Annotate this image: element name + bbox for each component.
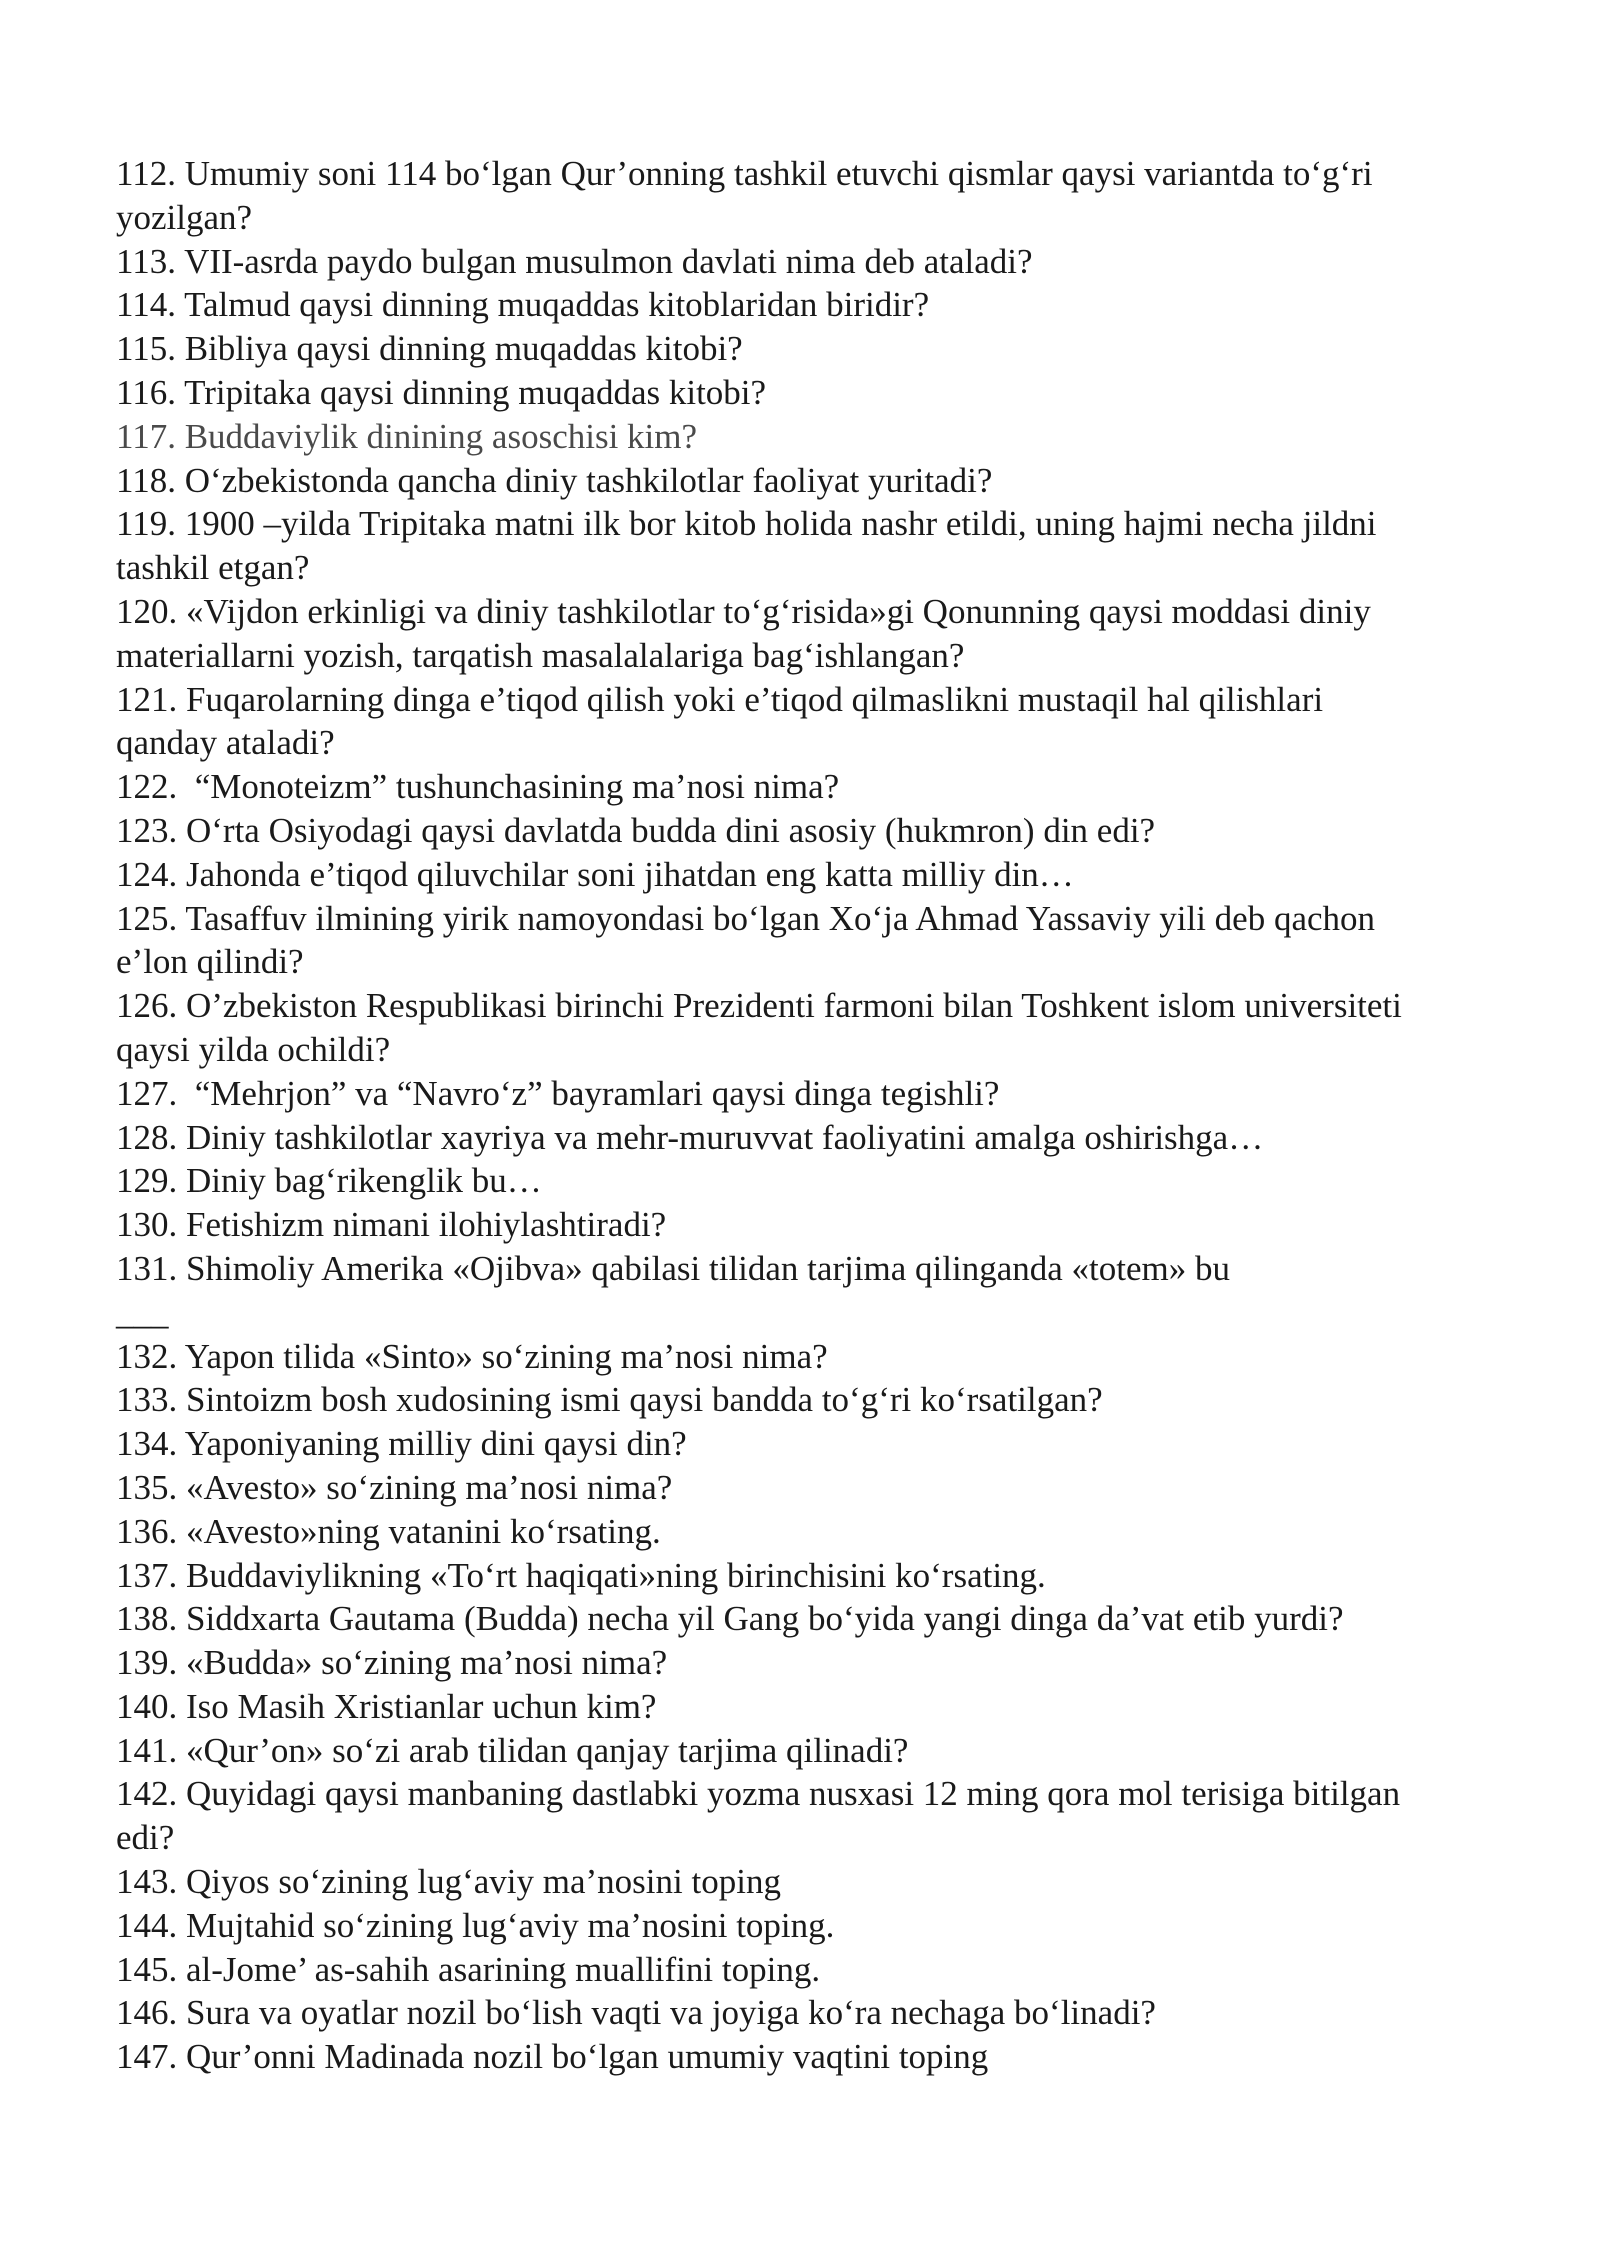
question-item: 129. Diniy bag‘rikenglik bu…: [116, 1161, 542, 1201]
question-item: 146. Sura va oyatlar nozil bo‘lish vaqti va joyiga ko‘ra nechaga bo‘linadi?: [116, 1993, 1156, 2033]
question-item: 124. Jahonda e’tiqod qiluvchilar soni jihatdan eng katta milliy din…: [116, 854, 1074, 894]
question-item: 137. Buddaviylikning «To‘rt haqiqati»ning birinchisini ko‘rsating.: [116, 1555, 1046, 1595]
question-item: 125. Tasaffuv ilmining yirik namoyondasi bo‘lgan Xo‘ja Ahmad Yassaviy yili deb qachon e’lon qilindi?: [116, 898, 1384, 982]
question-item: 143. Qiyos so‘zining lug‘aviy ma’nosini toping: [116, 1862, 781, 1902]
question-item: 132. Yapon tilida «Sinto» so‘zining ma’nosi nima?: [116, 1336, 828, 1376]
question-item: 127. “Mehrjon” va “Navro‘z” bayramlari qaysi dinga tegishli?: [116, 1073, 1000, 1113]
question-item: 139. «Budda» so‘zining ma’nosi nima?: [116, 1643, 668, 1683]
question-item: 112. Umumiy soni 114 bo‘lgan Qur’onning tashkil etuvchi qismlar qaysi variantda to‘g‘ri yozilgan?: [116, 154, 1382, 237]
question-item: 142. Quyidagi qaysi manbaning dastlabki yozma nusxasi 12 ming qora mol terisiga bitilgan edi?: [116, 1774, 1409, 1858]
question-item: 135. «Avesto» so‘zining ma’nosi nima?: [116, 1467, 673, 1507]
question-item: 121. Fuqarolarning dinga e’tiqod qilish yoki e’tiqod qilmaslikni mustaqil hal qilishlari qanday ataladi?: [116, 679, 1332, 763]
question-item: 131. Shimoliy Amerika «Ojibva» qabilasi tilidan tarjima qilinganda «totem» bu ___: [116, 1248, 1231, 1332]
question-item: 126. O’zbekiston Respublikasi birinchi Prezidenti farmoni bilan Toshkent islom universiteti qaysi yilda ochildi?: [116, 986, 1411, 1069]
question-item: 140. Iso Masih Xristianlar uchun kim?: [116, 1686, 657, 1726]
question-list: [116, 152, 1416, 2079]
question-item: 113. VII-asrda paydo bulgan musulmon davlati nima deb ataladi?: [116, 241, 1033, 281]
question-item: 119. 1900 –yilda Tripitaka matni ilk bor kitob holida nashr etildi, uning hajmi necha jildni tashkil etgan?: [116, 504, 1386, 588]
question-item: 145. al-Jome’ as-sahih asarining muallifini toping.: [116, 1949, 821, 1989]
question-item: 147. Qur’onni Madinada nozil bo‘lgan umumiy vaqtini toping: [116, 2037, 989, 2077]
question-item: 130. Fetishizm nimani ilohiylashtiradi?: [116, 1205, 667, 1245]
question-item: 114. Talmud qaysi dinning muqaddas kitoblaridan biridir?: [116, 285, 930, 325]
question-item: 133. Sintoizm bosh xudosining ismi qaysi bandda to‘g‘ri ko‘rsatilgan?: [116, 1380, 1103, 1420]
question-item: 128. Diniy tashkilotlar xayriya va mehr-muruvvat faoliyatini amalga oshirishga…: [116, 1117, 1264, 1157]
question-item: 116. Tripitaka qaysi dinning muqaddas kitobi?: [116, 372, 767, 412]
question-item: 122. “Monoteizm” tushunchasining ma’nosi nima?: [116, 767, 840, 807]
question-item: 120. «Vijdon erkinligi va diniy tashkilotlar to‘g‘risida»gi Qonunning qaysi moddasi diniy materiallarni yozish, tarqatish masalalalariga bag‘ishlangan?: [116, 591, 1380, 675]
question-item: 117. Buddaviylik dinining asoschisi kim?: [116, 416, 698, 456]
question-item: 144. Mujtahid so‘zining lug‘aviy ma’nosini toping.: [116, 1905, 835, 1945]
question-item: 118. O‘zbekistonda qancha diniy tashkilotlar faoliyat yuritadi?: [116, 460, 993, 500]
question-item: 138. Siddxarta Gautama (Budda) necha yil Gang bo‘yida yangi dinga da’vat etib yurdi?: [116, 1599, 1344, 1639]
question-item: 141. «Qur’on» so‘zi arab tilidan qanjay tarjima qilinadi?: [116, 1730, 909, 1770]
question-item: 115. Bibliya qaysi dinning muqaddas kitobi?: [116, 329, 743, 369]
question-item: 136. «Avesto»ning vatanini ko‘rsating.: [116, 1511, 661, 1551]
question-item: 134. Yaponiyaning milliy dini qaysi din?: [116, 1424, 687, 1464]
question-item: 123. O‘rta Osiyodagi qaysi davlatda budda dini asosiy (hukmron) din edi?: [116, 810, 1156, 850]
